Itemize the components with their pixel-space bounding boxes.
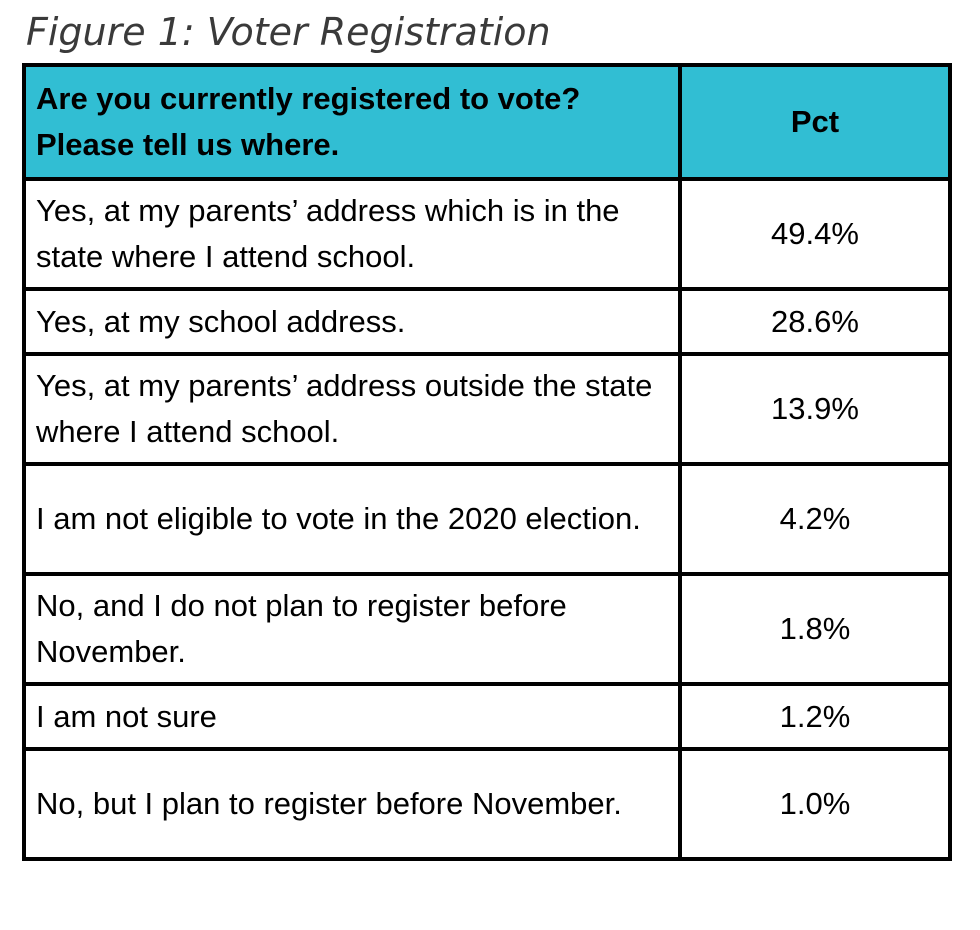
answer-cell: Yes, at my school address. [24,289,680,354]
table-header-row [24,65,950,179]
table-row [24,289,950,354]
answer-cell: Yes, at my parents’ address outside the state where I attend school. [24,354,680,464]
pct-column-header: Pct [680,65,950,179]
pct-cell: 13.9% [680,354,950,464]
table-row [24,354,950,464]
voter-registration-table [22,63,952,861]
table-row [24,464,950,574]
pct-cell: 49.4% [680,179,950,289]
table-row [24,684,950,749]
table-row [24,749,950,859]
pct-cell: 1.0% [680,749,950,859]
pct-cell: 28.6% [680,289,950,354]
answer-cell: No, and I do not plan to register before November. [24,574,680,684]
table-row [24,179,950,289]
answer-cell: No, but I plan to register before November. [24,749,680,859]
pct-cell: 1.2% [680,684,950,749]
answer-cell: I am not eligible to vote in the 2020 election. [24,464,680,574]
figure-title: Figure 1: Voter Registration [26,10,551,54]
table-row [24,574,950,684]
answer-cell: I am not sure [24,684,680,749]
pct-cell: 1.8% [680,574,950,684]
answer-cell: Yes, at my parents’ address which is in the state where I attend school. [24,179,680,289]
pct-cell: 4.2% [680,464,950,574]
question-column-header: Are you currently registered to vote? Please tell us where. [24,65,680,179]
